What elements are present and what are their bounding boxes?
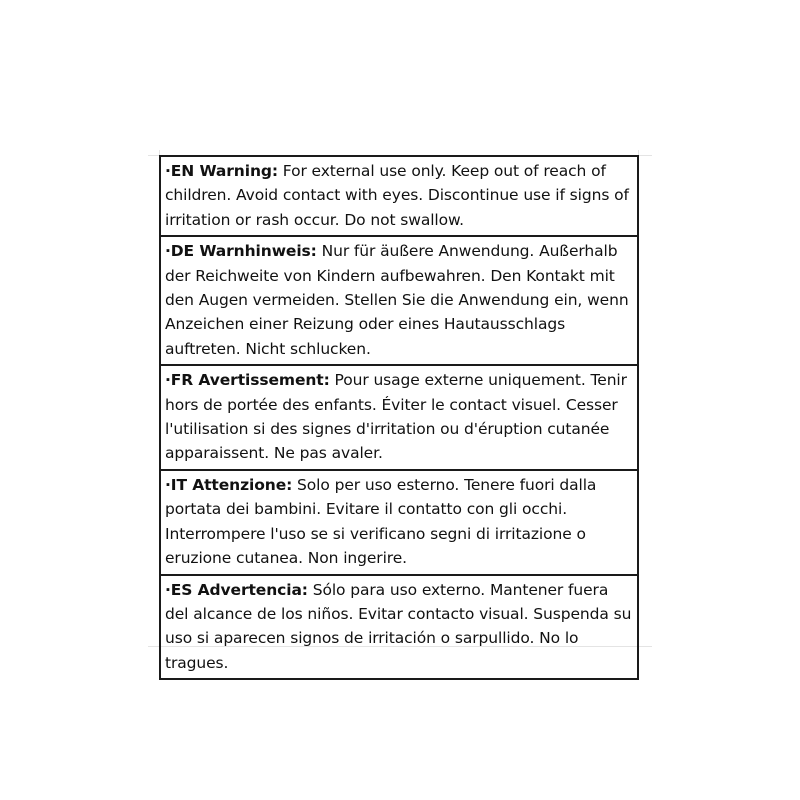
warning-label-fr: ·FR Avertissement: [165,371,330,390]
warning-text-it: Solo per uso esterno. Tenere fuori dalla portata dei bambini. Evitare il contatto con gli occhi. Interrompere l'uso se si verificano segni di irritazione o eruzione cutanea. Non ingerire. [165,475,597,568]
warning-table [159,155,639,680]
warning-label-es: ·ES Advertencia: [165,580,308,599]
warning-cell-en [161,157,637,237]
warning-cell-it [161,471,637,576]
warning-cell-es [161,576,637,679]
warning-label-it: ·IT Attenzione: [165,475,293,494]
warning-cell-de [161,237,637,366]
warning-label-en: ·EN Warning: [165,162,278,180]
warning-label-de: ·DE Warnhinweis: [165,242,317,261]
warning-text-fr: Pour usage externe uniquement. Tenir hors de portée des enfants. Éviter le contact visuel. Cesser l'utilisation si des signes d'irritation ou d'éruption cutanée apparaissent. Ne pas avaler. [165,371,627,463]
warning-cell-fr [161,366,637,471]
warning-text-de: Nur für äußere Anwendung. Außerhalb der Reichweite von Kindern aufbewahren. Den Kontakt mit den Augen vermeiden. Stellen Sie die Anwendung ein, wenn Anzeichen einer Reizung oder eines Hautausschlags auftreten. Nicht schlucken. [165,242,629,358]
warning-text-en: For external use only. Keep out of reach of children. Avoid contact with eyes. Discontinue use if signs of irritation or rash occur. Do not swallow. [165,162,629,229]
warning-text-es: Sólo para uso externo. Mantener fuera del alcance de los niños. Evitar contacto visual. Suspenda su uso si aparecen signos de irritación o sarpullido. No lo tragues. [165,580,632,672]
